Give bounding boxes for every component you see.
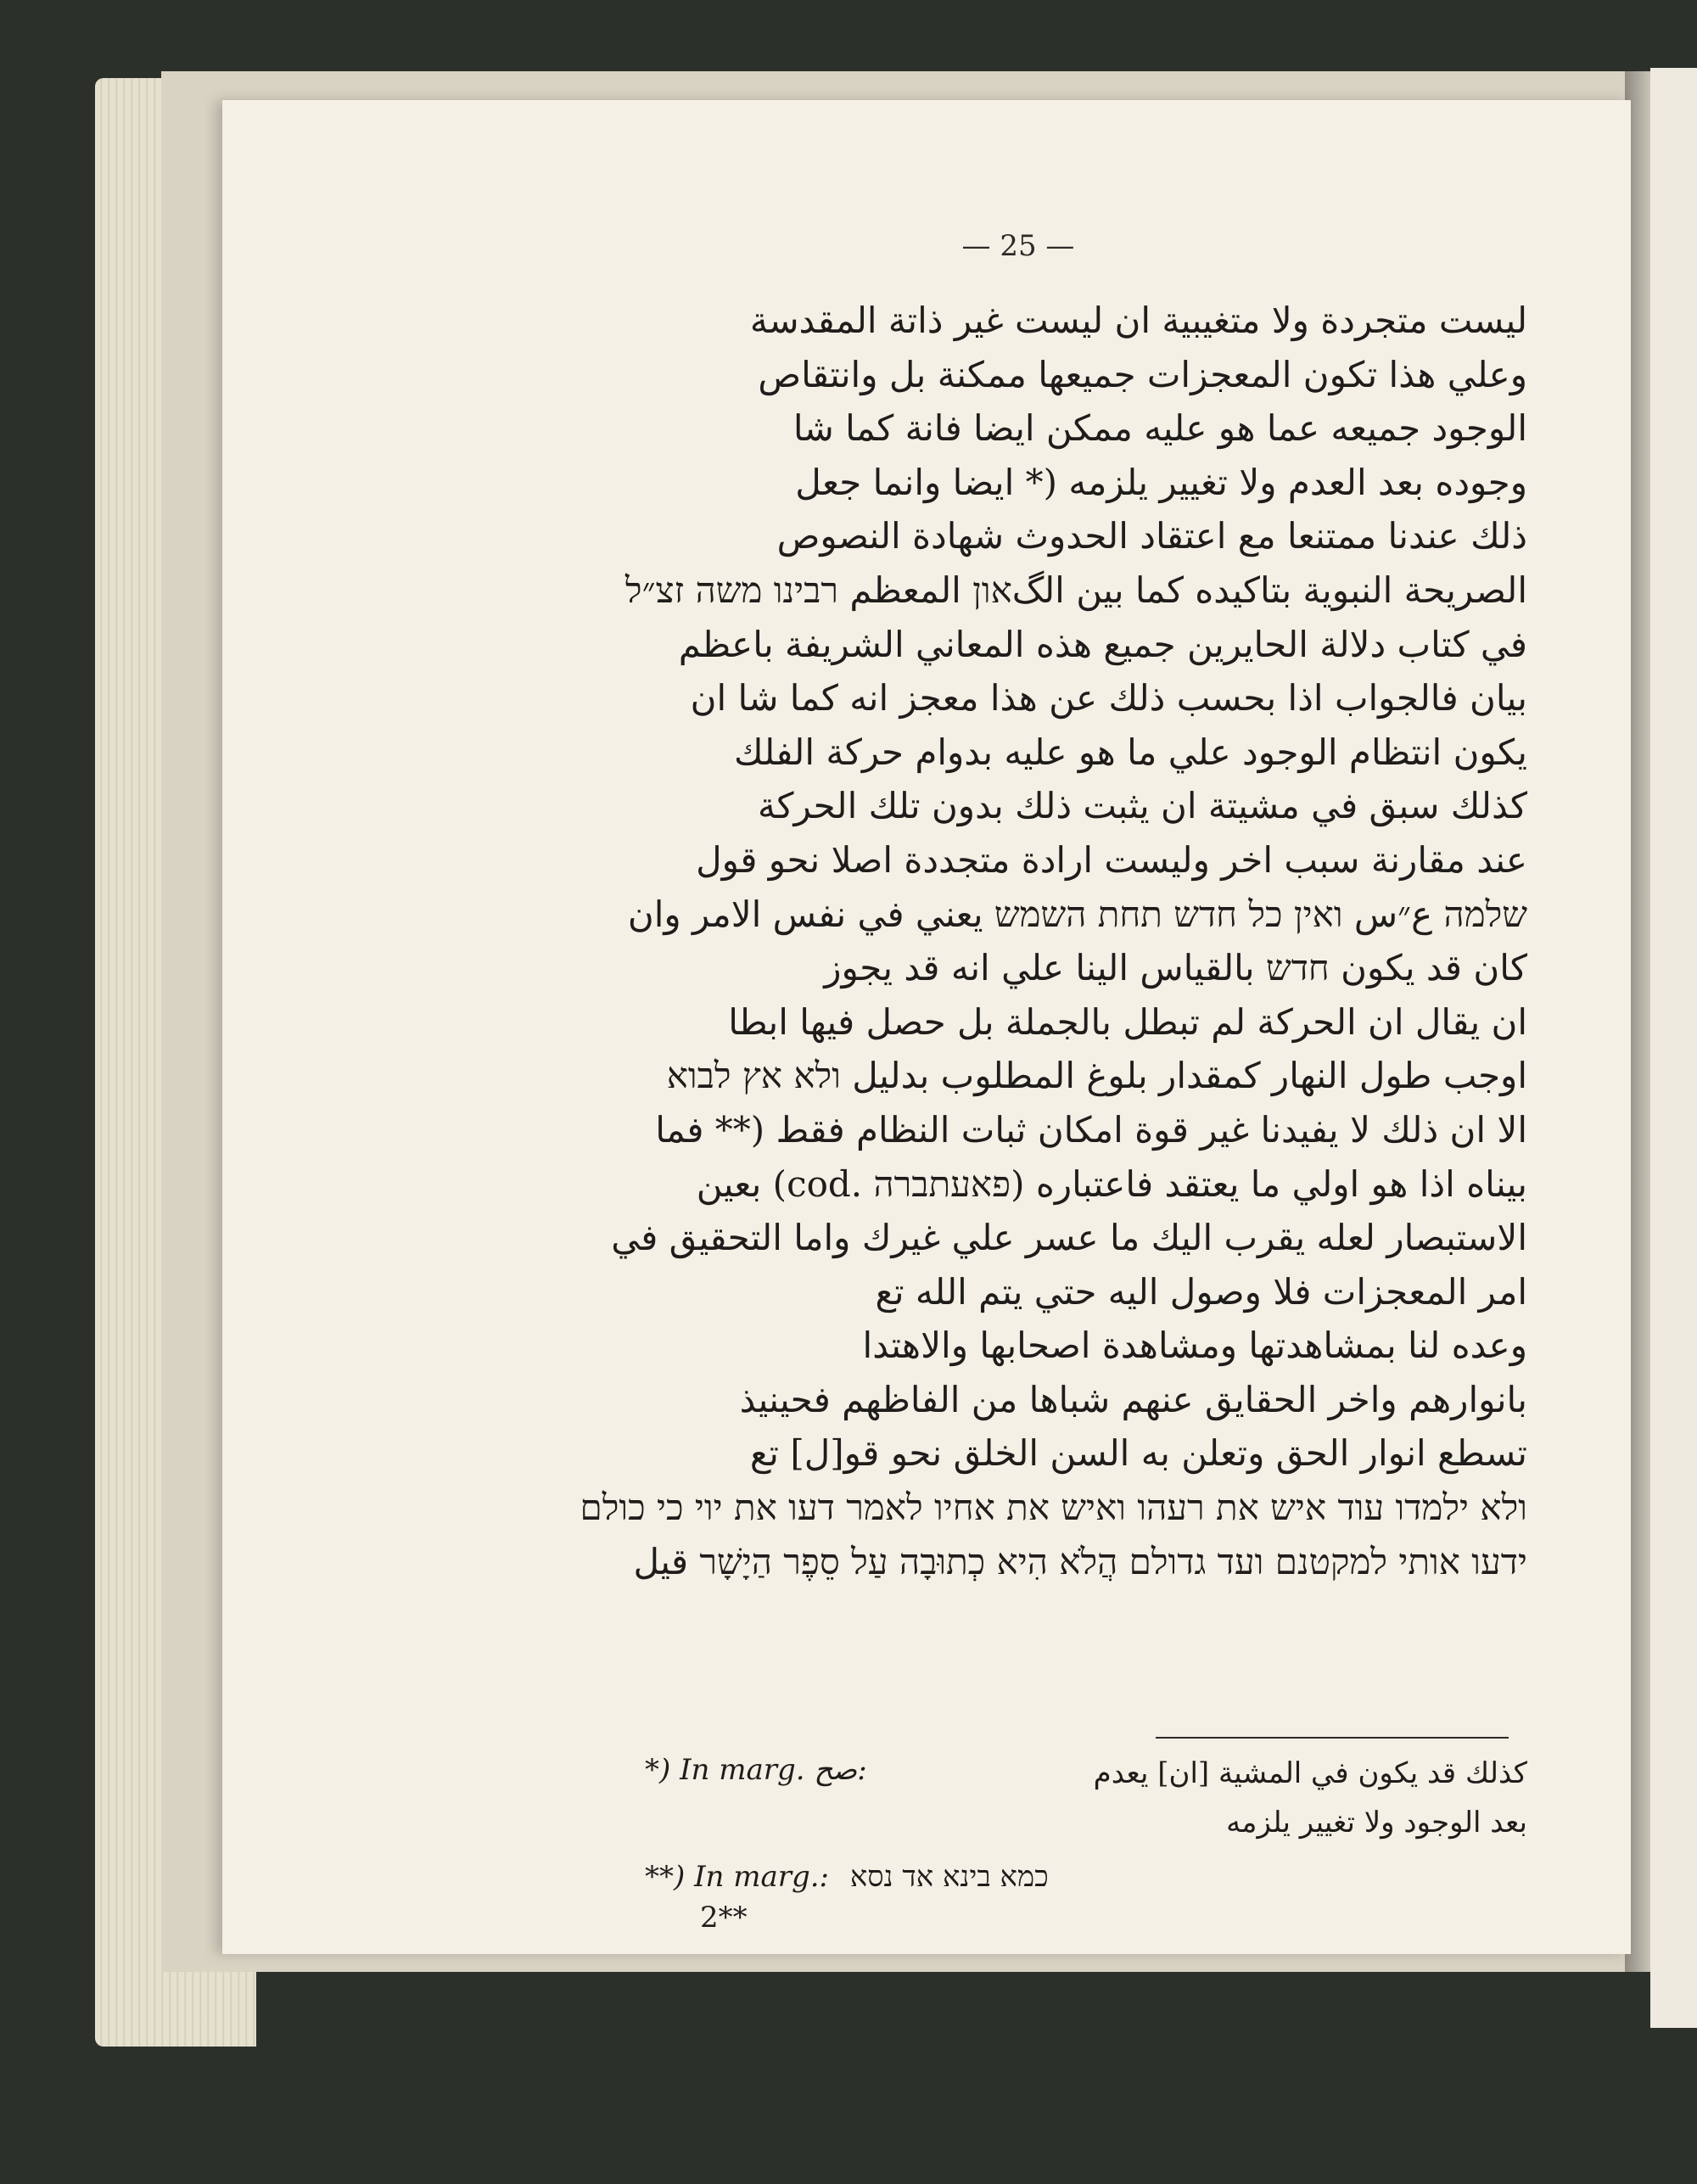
text-line: ذلك عندنا ممتنعا مع اعتقاد الحدوث شهادة النصوص — [776, 515, 1527, 557]
footnote-2-hebrew: כמא בינא אד נסא — [849, 1860, 1049, 1894]
page-number: — 25 — — [961, 229, 1075, 263]
text-line: في كتاب دلالة الحايرين جميع هذه المعاني الشريفة باعظم — [678, 623, 1527, 665]
footnote-1-label-text: *) In marg. صح: — [645, 1753, 867, 1787]
footnote-rule — [1156, 1737, 1509, 1739]
text-line: الا ان ذلك لا يفيدنا غير قوة امكان ثبات النظام فقط (** فما — [655, 1108, 1527, 1151]
footnote-2-label-text: **) In marg.: — [645, 1860, 829, 1894]
text-line: تسطع انوار الحق وتعلن به السن الخلق نحو قو[ل] تع — [749, 1432, 1527, 1475]
text-line: وجوده بعد العدم ولا تغيير يلزمه (* ايضا وانما جعل — [795, 461, 1527, 503]
text-line: الوجود جميعه عما هو عليه ممكن ايضا فانة كما شا — [792, 407, 1527, 450]
text-line: ידעו אותי למקטנם ועד גדולם הֲלֹא הִיא כְתוּבָה עַל סֵפֶר הַיָשָׁר قيل — [633, 1540, 1527, 1582]
text-line: وعلي هذا تكون المعجزات جميعها ممكنة بل وانتقاص — [758, 353, 1527, 395]
main-text-block — [543, 294, 1527, 1588]
signature-mark: 2** — [700, 1901, 748, 1935]
text-line: عند مقارنة سبب اخر وليست ارادة متجددة اصلا نحو قول — [696, 838, 1527, 881]
text-line: كذلك سبق في مشيتة ان يثبت ذلك بدون تلك الحركة — [758, 785, 1527, 827]
text-line: שלמה ع״س ואין כל חדש תחת השמש يعني في نفس الامر وان — [627, 893, 1527, 935]
footnote-1-label — [645, 1753, 867, 1787]
text-line: وعده لنا بمشاهدتها ومشاهدة اصحابها والاهتدا — [862, 1324, 1527, 1367]
text-line: بانوارهم واخر الحقايق عنهم شباها من الفاظهم فحينيذ — [739, 1378, 1527, 1420]
text-line: ان يقال ان الحركة لم تبطل بالجملة بل حصل فيها ابطا — [728, 1000, 1527, 1043]
footnote-1-arabic-line-1: كذلك قد يكون في المشية [ان] يعدم — [1093, 1756, 1527, 1790]
text-line: ليست متجردة ولا متغيبية ان ليست غير ذاتة المقدسة — [749, 300, 1527, 341]
text-line: يكون انتظام الوجود علي ما هو عليه بدوام حركة الفلك — [733, 731, 1527, 773]
text-line: بيناه اذا هو اولي ما يعتقد فاعتباره (פאעתברה .cod) بعين — [696, 1162, 1527, 1205]
footnote-1-arabic-line-2: بعد الوجود ولا تغيير يلزمه — [1226, 1806, 1527, 1840]
text-line: اوجب طول النهار كمقدار بلوغ المطلوب بدليل ולא אץ לבוא — [666, 1055, 1527, 1097]
footnote-2-label — [645, 1860, 1049, 1894]
text-line: الصريحة النبوية بتاكيده كما بين الگאון المعظم רבינו משה זצ״ל — [624, 568, 1527, 611]
text-line: بيان فالجواب اذا بحسب ذلك عن هذا معجز انه كما شا ان — [690, 677, 1527, 720]
text-line: كان قد يكون חדש بالقياس الينا علي انه قد يجوز — [824, 947, 1527, 989]
text-line: ולא ילמדו עוד איש את רעהו ואיש את אחיו לאמר דעו את יוי כי כולם — [580, 1487, 1527, 1529]
facing-page-edge — [1650, 68, 1697, 2028]
text-line: امر المعجزات فلا وصول اليه حتي يتم الله تع — [875, 1270, 1527, 1313]
text-line: الاستبصار لعله يقرب اليك ما عسر علي غيرك واما التحقيق في — [611, 1217, 1527, 1259]
